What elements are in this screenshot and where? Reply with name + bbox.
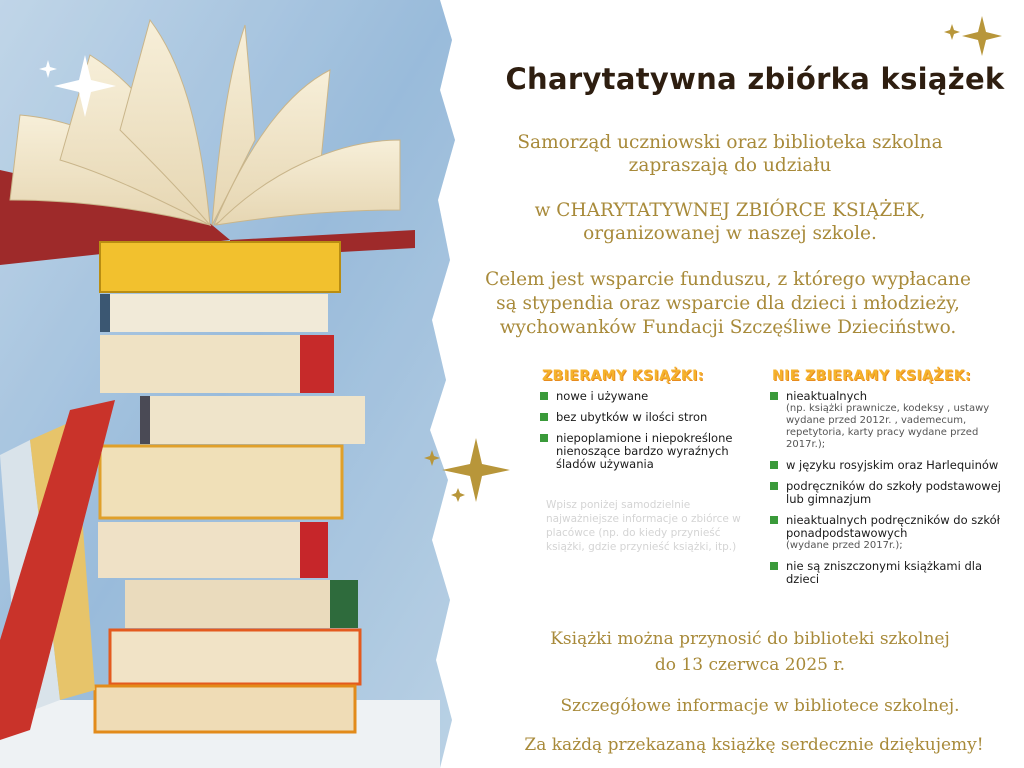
purpose-text	[448, 268, 1008, 340]
intro-text	[470, 131, 990, 177]
collect-heading: ZBIERAMY KSIĄŻKI:	[542, 368, 704, 384]
bullet-square-icon	[770, 461, 778, 469]
intro-line: w CHARYTATYWNEJ ZBIÓRCE KSIĄŻEK,	[534, 200, 926, 221]
list-item: nie są zniszczonymi książkami dla dzieci	[770, 560, 1010, 586]
bullet-square-icon	[540, 413, 548, 421]
sparkle-icon	[30, 50, 120, 120]
purpose-line: są stypendia oraz wsparcie dla dzieci i młodzieży,	[496, 293, 960, 314]
intro-line: zapraszają do udziału	[628, 155, 832, 176]
intro-line: organizowanej w naszej szkole.	[583, 223, 877, 244]
list-item: w języku rosyjskim oraz Harlequinów	[770, 459, 1010, 472]
list-item: niepoplamione i niepokreślone nienoszące bardzo wyraźnych śladów używania	[540, 432, 750, 471]
bullet-square-icon	[540, 392, 548, 400]
page-title: Charytatywna zbiórka książek	[505, 62, 1005, 96]
intro-line: Samorząd uczniowski oraz biblioteka szkolna	[517, 132, 943, 153]
intro-text	[470, 199, 990, 245]
sparkle-icon	[420, 430, 515, 510]
deadline-line: Książki można przynosić do biblioteki szkolnej	[550, 629, 950, 649]
bullet-square-icon	[770, 482, 778, 490]
bullet-square-icon	[770, 516, 778, 524]
purpose-line: wychowanków Fundacji Szczęśliwe Dzieciństwo.	[499, 317, 957, 338]
deadline-date: do 13 czerwca 2025 r.	[654, 655, 846, 675]
bullet-square-icon	[540, 434, 548, 442]
placeholder-note: Wpisz poniżej samodzielnie najważniejsze informacje o zbiórce w placówce (np. do kiedy przynieść książki, gdzie przynieść książki, itp.)	[546, 499, 741, 553]
thanks-text: Za każdą przekazaną książkę serdecznie dziękujemy!	[524, 735, 984, 755]
deadline-text	[500, 626, 1000, 678]
list-item: podręczników do szkoły podstawowej lub gimnazjum	[770, 480, 1010, 506]
collection-rules-panel	[530, 360, 1010, 608]
not-collect-list	[770, 390, 1010, 594]
list-item: nowe i używane	[540, 390, 750, 403]
bullet-square-icon	[770, 392, 778, 400]
collect-list	[540, 390, 750, 479]
list-item: bez ubytków w ilości stron	[540, 411, 750, 424]
sparkle-icon	[940, 10, 1010, 65]
not-collect-heading: NIE ZBIERAMY KSIĄŻEK:	[772, 368, 972, 384]
list-item: nieaktualnych (np. książki prawnicze, kodeksy , ustawy wydane przed 2012r. , vademecum, repetytoria, karty pracy wydane przed 2017r.);	[770, 390, 1010, 451]
list-item: nieaktualnych podręczników do szkół ponadpodstawowych (wydane przed 2017r.);	[770, 514, 1010, 552]
info-text: Szczegółowe informacje w bibliotece szkolnej.	[560, 696, 960, 716]
purpose-line: Celem jest wsparcie funduszu, z którego wypłacane	[485, 269, 971, 290]
bullet-square-icon	[770, 562, 778, 570]
